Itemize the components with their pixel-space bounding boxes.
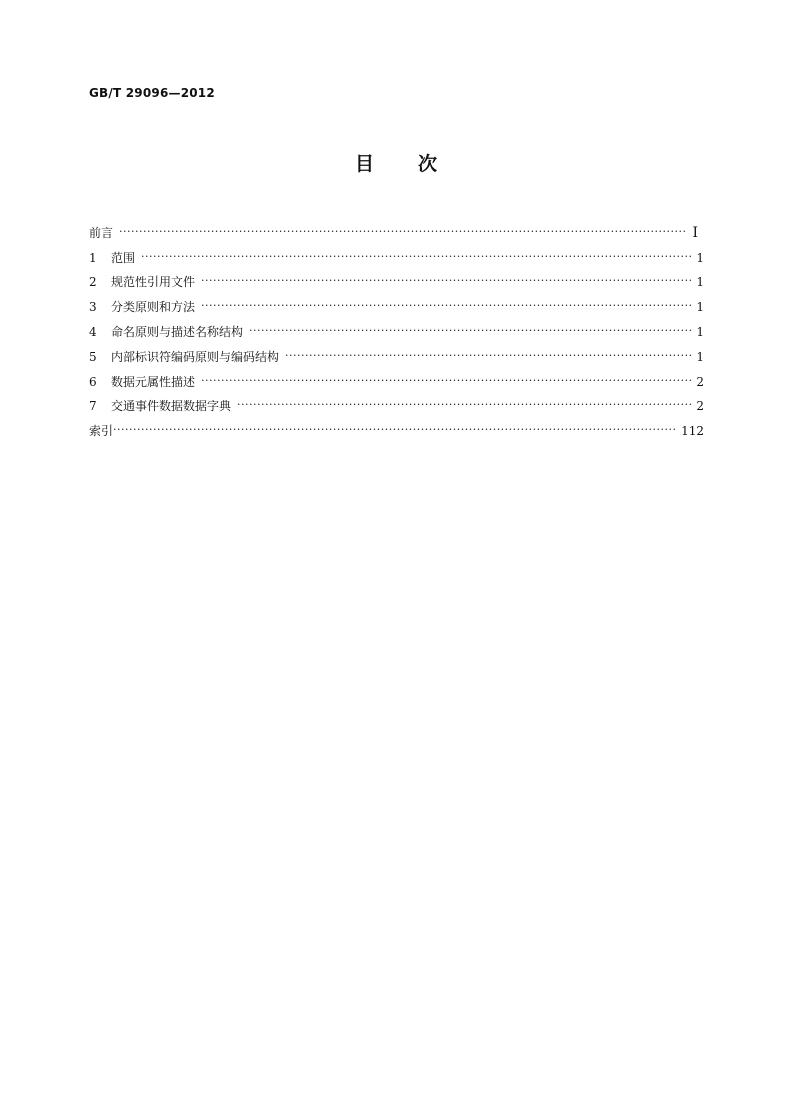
- toc-entry-label: 内部标识符编码原则与编码结构: [111, 349, 280, 364]
- toc-entry-page: 2: [696, 399, 704, 414]
- toc-entry-number: 6: [89, 374, 97, 389]
- toc-entry-number: 2: [89, 275, 97, 290]
- toc-entry-page: 2: [696, 374, 704, 389]
- toc-entry-2[interactable]: [89, 266, 704, 291]
- toc-entry-number: 7: [89, 399, 97, 414]
- standard-code: GB/T 29096—2012: [89, 86, 215, 100]
- toc-entry-page: 1: [696, 349, 704, 364]
- toc-entry-label: 规范性引用文件: [111, 275, 196, 290]
- toc-entry-page: Ⅰ: [692, 224, 698, 241]
- toc-entry-label: 命名原则与描述名称结构: [111, 324, 244, 339]
- toc-entry-page: 1: [696, 250, 704, 265]
- toc-title-char-1: 目: [354, 153, 374, 175]
- toc-entry-label: 交通事件数据数据字典: [111, 399, 232, 414]
- toc-entry-7[interactable]: [89, 390, 704, 415]
- toc-entry-4[interactable]: [89, 315, 704, 340]
- toc-entry-label: 数据元属性描述: [111, 374, 196, 389]
- toc-leader-dots: [141, 250, 692, 266]
- toc-leader-dots: [285, 349, 692, 365]
- toc-entry-1[interactable]: [89, 241, 704, 266]
- toc-entry-label: 索引: [89, 424, 114, 439]
- toc-entry-number: 5: [89, 349, 97, 364]
- toc-entry-page: 1: [696, 300, 704, 315]
- toc-entry-3[interactable]: [89, 290, 704, 315]
- toc-entry-number: 3: [89, 300, 97, 315]
- toc-leader-dots: [201, 374, 692, 390]
- toc-entry-page: 1: [696, 275, 704, 290]
- toc-entry-6[interactable]: [89, 365, 704, 390]
- toc-list: [89, 216, 704, 439]
- toc-leader-dots: [237, 398, 692, 414]
- toc-entry-label: 前言: [89, 225, 114, 240]
- toc-entry-label: 分类原则和方法: [111, 300, 196, 315]
- toc-entry-number: 4: [89, 324, 97, 339]
- toc-leader-dots: [201, 274, 692, 290]
- toc-entry-index[interactable]: [89, 414, 704, 439]
- toc-entry-number: 1: [89, 250, 97, 265]
- toc-entry-label: 范围: [111, 250, 136, 265]
- toc-leader-dots: [249, 324, 692, 340]
- toc-leader-dots: [119, 225, 686, 241]
- toc-entry-page: 112: [681, 424, 704, 439]
- toc-entry-5[interactable]: [89, 340, 704, 365]
- toc-leader-dots: [113, 423, 677, 439]
- toc-leader-dots: [201, 299, 692, 315]
- toc-entry-page: 1: [696, 324, 704, 339]
- toc-title-char-2: 次: [418, 153, 438, 175]
- toc-title: [0, 152, 792, 176]
- toc-entry-preface[interactable]: [89, 216, 704, 241]
